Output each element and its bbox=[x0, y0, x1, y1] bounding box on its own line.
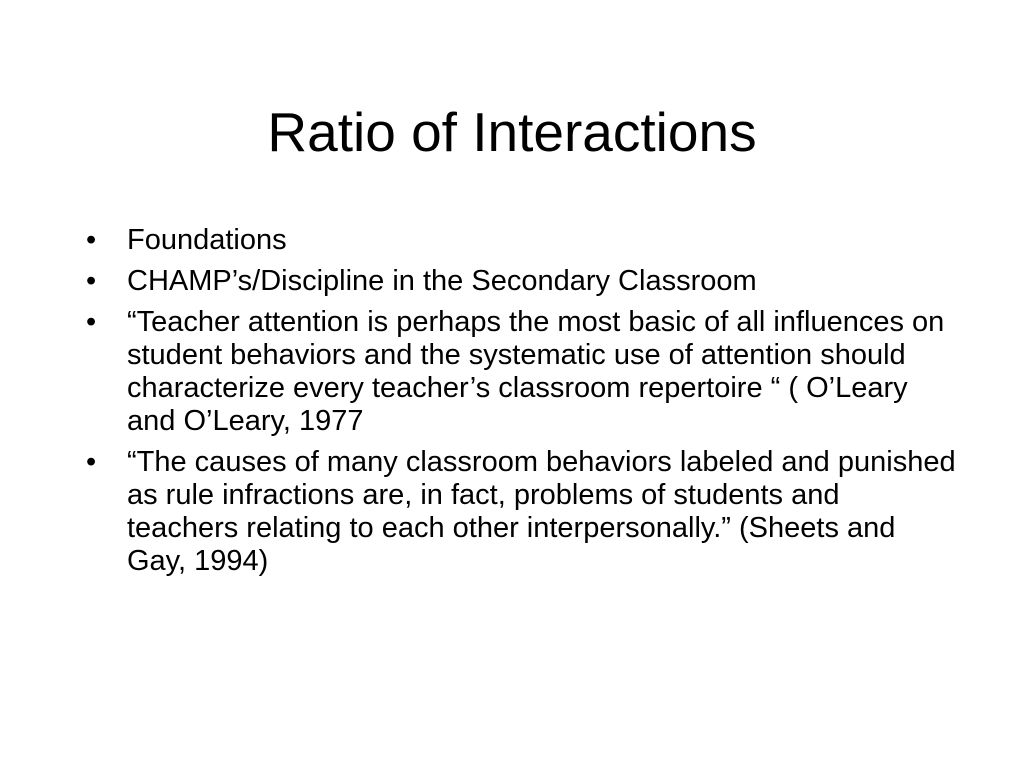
bullet-dot-icon: • bbox=[86, 306, 97, 338]
bullet-item-causes-quote bbox=[86, 446, 956, 578]
bullet-dot-icon: • bbox=[86, 446, 97, 478]
bullet-text: CHAMP’s/Discipline in the Secondary Classroom bbox=[127, 265, 757, 297]
bullet-text: Foundations bbox=[127, 224, 287, 256]
slide-title: Ratio of Interactions bbox=[267, 101, 757, 163]
bullet-text: “Teacher attention is perhaps the most basic of all influences on student behaviors and the systematic use of attention should characterize every teacher’s classroom repertoire “ ( O’Leary and O’Leary, 1977 bbox=[127, 306, 945, 437]
bullet-text: “The causes of many classroom behaviors labeled and punished as rule infractions are, in fact, problems of students and teachers relating to each other interpersonally.” (Sheets and Gay, 1994) bbox=[127, 446, 956, 577]
bullet-item-champs bbox=[86, 265, 956, 298]
bullet-dot-icon: • bbox=[86, 224, 97, 256]
bullet-item-foundations bbox=[86, 224, 956, 257]
bullet-item-teacher-attention-quote bbox=[86, 306, 956, 438]
bullet-dot-icon: • bbox=[86, 265, 97, 297]
bullet-list bbox=[86, 224, 956, 586]
